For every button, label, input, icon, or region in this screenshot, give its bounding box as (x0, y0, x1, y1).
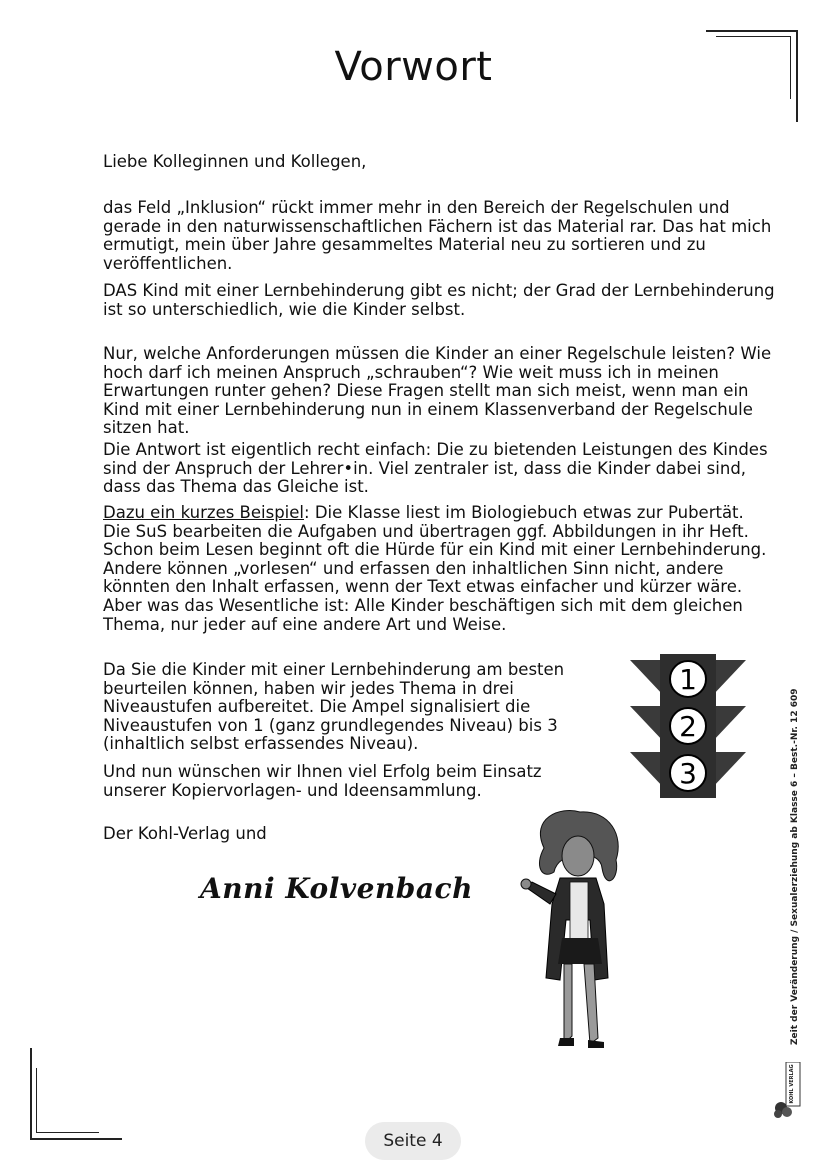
level-1-label: 1 (679, 663, 697, 696)
side-publication-info: Zeit der Veränderung / Sexualerziehung ab Klasse 6 – Best.-Nr. 12 609 (790, 688, 800, 1045)
page-number-badge: Seite 4 (365, 1122, 461, 1160)
paragraph-levels: Da Sie die Kinder mit einer Lernbehinderung am besten beurteilen können, haben wir jedes Thema in drei Niveaustufen aufbereitet. Die Ampel signalisiert die Niveaustufen von 1 (ganz grundlegendes Niveau) bis 3 (inhaltlich selbst erfassendes Niveau). (103, 660, 565, 754)
closing-line: Der Kohl-Verlag und (103, 824, 267, 843)
level-3-label: 3 (679, 757, 697, 790)
girl-illustration (520, 808, 632, 1048)
publisher-logo-text: KOHL VERLAG (789, 1064, 795, 1104)
paragraph-questions: Nur, welche Anforderungen müssen die Kinder an einer Regelschule leisten? Wie hoch darf ich meinen Anspruch „schrauben“? Wie weit muss ich in meinen Erwartungen runter gehen? Diese Fragen stellt man sich meist, wenn man ein Kind mit einer Lernbehinderung nun in einem Klassenverband der Regelschule sitzen hat. (103, 344, 772, 438)
level-2-label: 2 (679, 710, 697, 743)
paragraph-wishes: Und nun wünschen wir Ihnen viel Erfolg beim Einsatz unserer Kopiervorlagen- und Ideensammlung. (103, 762, 542, 800)
corner-decoration-bottom-left-inner (36, 1068, 99, 1133)
greeting: Liebe Kolleginnen und Kollegen, (103, 152, 367, 171)
paragraph-intro: das Feld „Inklusion“ rückt immer mehr in den Bereich der Regelschulen und gerade in den naturwissenschaftlichen Fächern ist das Material rar. Das hat mich ermutigt, mein über Jahre gesammeltes Material neu zu sortieren und zu veröffentlichen. (103, 198, 772, 273)
publisher-logo-icon (772, 1062, 802, 1118)
example-text: : Die Klasse liest im Biologiebuch etwas zur Pubertät. Die SuS bearbeiten die Aufgaben und übertragen ggf. Abbildungen in ihr Heft. Schon beim Lesen beginnt oft die Hürde für ein Kind mit einer Lernbehinderung. Andere können „vorlesen“ und erfassen den inhaltlichen Sinn nicht, andere könnten den Inhalt erfassen, wenn der Text etwas einfacher und kürzer wäre. Aber was das Wesentliche ist: Alle Kinder beschäftigen sich mit dem gleichen Thema, nur jeder auf eine andere Art und Weise. (103, 503, 767, 634)
example-heading: Dazu ein kurzes Beispiel (103, 503, 305, 522)
page-title: Vorwort (334, 44, 493, 90)
paragraph-example (103, 504, 775, 634)
traffic-light-icon (630, 654, 746, 798)
paragraph-requirements (103, 345, 775, 497)
author-signature: Anni Kolvenbach (200, 872, 473, 905)
paragraph-answer: Die Antwort ist eigentlich recht einfach: Die zu bietenden Leistungen des Kindes sind der Anspruch der Lehrer•in. Viel zentraler ist, dass die Kinder dabei sind, dass das Thema das Gleiche ist. (103, 439, 768, 497)
paragraph-learning-disability: DAS Kind mit einer Lernbehinderung gibt es nicht; der Grad der Lernbehinderung ist so unterschiedlich, wie die Kinder selbst. (103, 281, 775, 319)
